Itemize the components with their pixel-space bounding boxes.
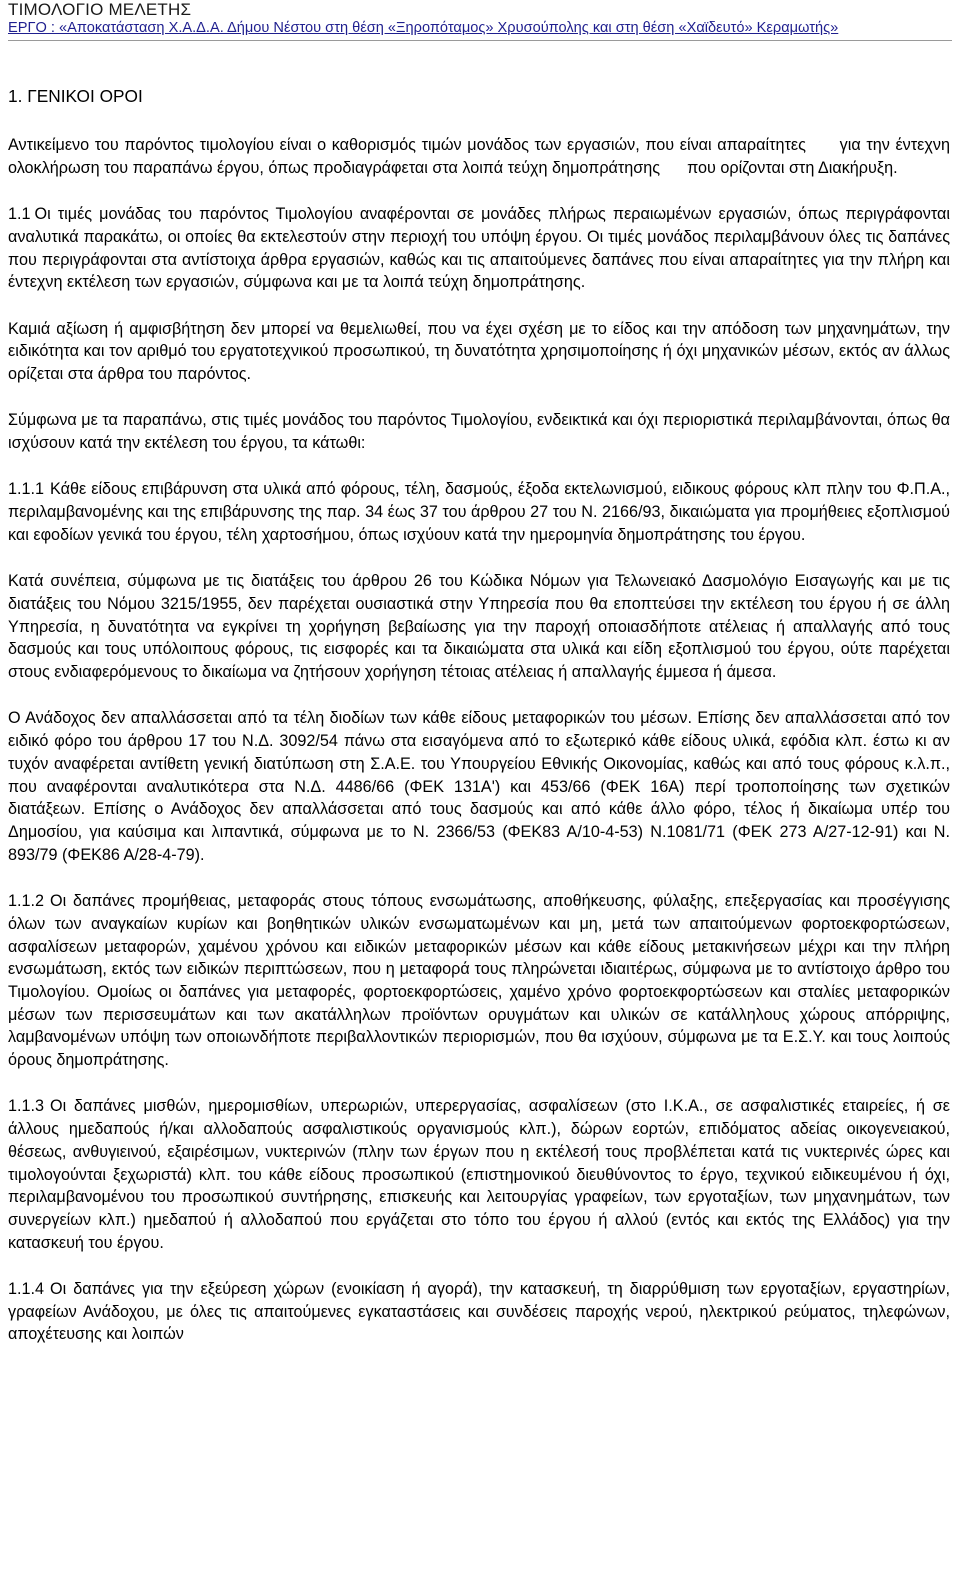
document-label: ΤΙΜΟΛΟΓΙΟ ΜΕΛΕΤΗΣ [8, 0, 192, 19]
clause-text: Κάθε είδους επιβάρυνση στα υλικά από φόρους, τέλη, δασμούς, έξοδα εκτελωνισμού, ειδικους φόρους κλπ πλην του Φ.Π.Α., περιλαμβανομένης και της επιβάρυνσης της παρ. 34 έως 37 του άρθρου 27 του Ν. 2166/93, δικαιώματα για προμήθειες εξοπλισμού και εφοδίων γενικά του έργου, τέλη χαρτοσήμου, όπως ισχύουν κατά την ημερομηνία δημοπράτησης του έργου. [8, 480, 950, 544]
header-divider [8, 40, 952, 41]
clause-text: Οι δαπάνες για την εξεύρεση χώρων (ενοικίαση ή αγορά), την κατασκευή, τη διαρρύθμιση των εργοταξίων, εργαστηρίων, γραφείων Ανάδοχου, με όλες τις απαιτούμενες εγκαταστάσεις και συνδέσεις παροχής νερού, ηλεκτρικού ρεύματος, τηλεφώνων, αποχέτευσης και λοιπών [8, 1280, 950, 1344]
page-header [8, 0, 952, 37]
clause-1-1-2 [8, 890, 950, 1072]
claims-paragraph: Καμιά αξίωση ή αμφισβήτηση δεν μπορεί να θεμελιωθεί, που να έχει σχέση με το είδος και την απόδοση των μηχανημάτων, την ειδικότητα και τον αριθμό του εργατοτεχνικού προσωπικού, τη δυνατότητα χρησιμοποίησης ή όχι μηχανικών μέσων, εκτός αν άλλως ορίζεται στα άρθρα του παρόντος. [8, 319, 950, 383]
clause-text: Οι δαπάνες μισθών, ημερομισθίων, υπερωριών, υπερεργασίας, ασφαλίσεων (στο Ι.Κ.Α., σε ασφαλιστικές εταιρείες, ή σε άλλους ημεδαπούς ή/και αλλοδαπούς ασφαλιστικούς οργανισμούς κλπ.), δώρων εορτών, επιδόματος αδείας οικογενειακού, θέσεως, ανθυγιεινού, εξαιρέσιμων, νυκτερινών (πλην των έργων που η εκτέλεσή τους προβλέπεται κατά τις νυκτερινές ώρες και τιμολογούνται ξεχωριστά) κλπ. του κάθε είδους προσωπικού (επιστημονικού διευθύνοντος το έργο, τεχνικού ειδικευμένου ή όχι, περιλαμβανομένου του προσωπικού συντήρησης, επισκευής και λειτουργίας γραφείων, των εργοταξίων, των μηχανημάτων, των συνεργείων κλπ.) ημεδαπού ή αλλοδαπού που εργάζεται στο τόπο του έργου ή αλλού (εντός και εκτός της Ελλάδος) για την κατασκευή του έργου. [8, 1097, 950, 1252]
clause-text: Οι τιμές μονάδας του παρόντος Τιμολογίου αναφέρονται σε μονάδες πλήρως περαιωμένων εργασιών, όπως περιγράφονται αναλυτικά παρακάτω, οι οποίες θα εκτελεστούν στην περιοχή του υπόψη έργου. Οι τιμές μονάδος περιλαμβάνουν όλες τις δαπάνες που περιγράφονται στα αντίστοιχα άρθρα εργασιών, καθώς και τις απαιτούμενες δαπάνες που είναι απαραίτητες για την πλήρη και έντεχνη εκτέλεση των εργασιών, σύμφωνα και με τα λοιπά τεύχη δημοπράτησης. [8, 205, 950, 292]
contractor-paragraph: Ο Ανάδοχος δεν απαλλάσσεται από τα τέλη διοδίων των κάθε είδους μεταφορικών του μέσων. Επίσης δεν απαλλάσσεται από τον ειδικό φόρο του άρθρου 17 του Ν.Δ. 3092/54 πάνω στα εισαγόμενα από το εξωτερικό κάθε είδους υλικά, εφόδια κλπ. έστω κι αν τυχόν αναφέρεται αντίθετη γενική διατύπωση στη Σ.Α.Ε. του Υπουργείου Εθνικής Οικονομίας, καθώς και από τους φόρους κ.λ.π., που αναφέρονται αναλυτικότερα στα Ν.Δ. 4486/66 (ΦΕΚ 131Α') και 453/66 (ΦΕΚ 16Α) περί τροποποίησης των σχετικών διατάξεων. Επίσης ο Ανάδοχος δεν απαλλάσσεται από τους δασμούς και από κάθε άλλο φόρο, τέλος ή δικαίωμα υπέρ του Δημοσίου, για καύσιμα και λιπαντικά, σύμφωνα με το Ν. 2366/53 (ΦΕΚ83 Α/10-4-53) Ν.1081/71 (ΦΕΚ 273 Α/27-12-91) και Ν. 893/79 (ΦΕΚ86 Α/28-4-79). [8, 709, 950, 864]
customs-paragraph: Κατά συνέπεια, σύμφωνα με τις διατάξεις του άρθρου 26 του Κώδικα Νόμων για Τελωνειακό Δασμολόγιο Εισαγωγής και με τις διατάξεις του Νόμου 3215/1955, δεν παρέχεται ουσιαστικά στην Υπηρεσία που θα εποπτεύσει την εκτέλεση του έργου ή σε άλλη Υπηρεσία, η δυνατότητα να εγκρίνει τη χορήγηση βεβαίωσης για την παροχή οποιασδήποτε ατέλειας ή απαλλαγής από τους δασμούς και τους υπόλοιπους φόρους, τις εισφορές και τα δικαιώματα στα υλικά και είδη εξοπλισμού του έργου, ούτε παρέχεται στους ενδιαφερόμενους το δικαίωμα να ζητήσουν χορήγηση τέτοιας ατέλειας ή απαλλαγής έμμεσα ή άμεσα. [8, 572, 950, 682]
clause-number: 1.1.3 [8, 1097, 45, 1116]
accordingly-paragraph: Σύμφωνα με τα παραπάνω, στις τιμές μονάδος του παρόντος Τιμολογίου, ενδεικτικά και όχι περιοριστικά περιλαμβάνονται, όπως θα ισχύσουν κατά την εκτέλεση του έργου, τα κάτωθι: [8, 411, 950, 453]
clause-number: 1.1.1 [8, 480, 45, 499]
intro-paragraph: Αντικείμενο του παρόντος τιμολογίου είναι ο καθορισμός τιμών μονάδος των εργασιών, που είναι απαραίτητες για την έντεχνη ολοκλήρωση του παραπάνω έργου, όπως προδιαγράφεται στα λοιπά τεύχη δημοπράτησης που ορίζονται στη Διακήρυξη. [8, 136, 955, 177]
clause-number: 1.1.4 [8, 1280, 45, 1299]
clause-text: Οι δαπάνες προμήθειας, μεταφοράς στους τόπους ενσωμάτωσης, αποθήκευσης, φύλαξης, επεξεργασίας και προσέγγισης όλων των αναγκαίων κυρίων και βοηθητικών υλικών ενσωματωμένων και μη, μετά των απαιτούμενων φορτοεκφορτώσεων, ασφαλίσεων μεταφορών, χαμένου χρόνου και ειδικών μεταφορικών μέσων και κάθε είδους μετακινήσεων μέχρι και την πλήρη ενσωμάτωση, εκτός των ειδικών περιπτώσεων, που η μεταφορά τους πληρώνεται ιδιαιτέρως, σύμφωνα με το αντίστοιχο άρθρο του Τιμολογίου. Ομοίως οι δαπάνες για μεταφορές, φορτοεκφορτώσεις, χαμένο χρόνο φορτοεκφορτώσεων και σταλίες μεταφορικών μέσων των περισσευμάτων και των ακατάλληλων προϊόντων ορυγμάτων και υλικών σε κατάλληλους χώρους απόρριψης, λαμβανομένων υπόψη των οποιωνδήποτε περιβαλλοντικών περιορισμών, που θα ισχύουν, σύμφωνα με τα Ε.Σ.Υ. και τους λοιπούς όρους δημοπράτησης. [8, 892, 950, 1070]
clause-1-1-3 [8, 1095, 950, 1254]
section-heading: 1. ΓΕΝΙΚΟΙ ΟΡΟΙ [8, 86, 143, 106]
project-title: ΕΡΓΟ : «Αποκατάσταση Χ.Α.Δ.Α. Δήμου Νέστου στη θέση «Ξηροπόταμος» Χρυσούπολης και στη θέση «Χαϊδευτό» Κεραμωτής» [8, 20, 839, 36]
clause-number: 1.1.2 [8, 892, 45, 911]
clause-number: 1.1 [8, 205, 31, 224]
clause-1-1-4 [8, 1278, 950, 1346]
clause-1-1 [8, 203, 950, 294]
clause-1-1-1 [8, 478, 950, 546]
document-body [8, 84, 955, 1346]
